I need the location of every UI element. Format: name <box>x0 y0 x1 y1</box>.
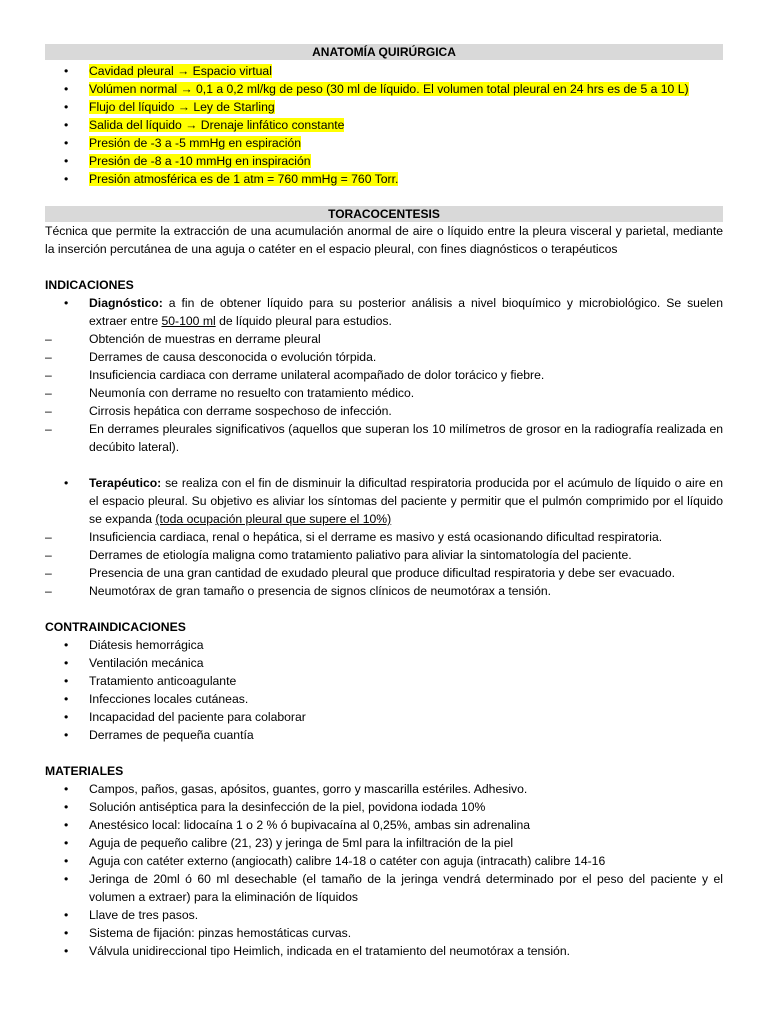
list-item: • Presión de -8 a -10 mmHg en inspiración <box>64 154 311 168</box>
bullet-icon: • <box>64 296 69 310</box>
bullet-icon: • <box>64 476 69 490</box>
bullet-icon: • <box>64 818 69 832</box>
therapeutic-sublist <box>45 528 723 600</box>
list-item: • Ventilación mecánica <box>64 656 204 670</box>
dash-icon: – <box>45 566 52 580</box>
bullet-icon: • <box>64 172 69 186</box>
list-item: • Infecciones locales cutáneas. <box>64 692 249 706</box>
bullet-icon: • <box>64 836 69 850</box>
list-item: • Campos, paños, gasas, apósitos, guantes, gorro y mascarilla estériles. Adhesivo. <box>64 782 528 796</box>
list-item: • Válvula unidireccional tipo Heimlich, indicada en el tratamiento del neumotórax a tensión. <box>64 944 571 958</box>
bullet-icon: • <box>64 674 69 688</box>
list-item: • Jeringa de 20ml ó 60 ml desechable (el tamaño de la jeringa vendrá determinado por el peso del paciente y el volumen a extraer) para la eliminación de líquidos <box>64 872 723 904</box>
bullet-icon: • <box>64 656 69 670</box>
list-item: • Aguja con catéter externo (angiocath) calibre 14-18 o catéter con aguja (intracath) calibre 14-16 <box>64 854 606 868</box>
list-item: – Derrames de causa desconocida o evolución tórpida. <box>45 350 377 364</box>
list-item: – Cirrosis hepática con derrame sospechoso de infección. <box>45 404 392 418</box>
list-item: • Presión atmosférica es de 1 atm = 760 mmHg = 760 Torr. <box>64 172 399 186</box>
bullet-icon: • <box>64 926 69 940</box>
thoracentesis-definition: Técnica que permite la extracción de una acumulación anormal de aire o líquido entre la pleura visceral y parietal, mediante la inserción percutánea de una aguja o catéter en el espacio pleural, con fines diagnósticos o terapéuticos <box>45 224 723 256</box>
dash-icon: – <box>45 350 52 364</box>
bullet-icon: • <box>64 82 69 96</box>
list-item: • Aguja de pequeño calibre (21, 23) y jeringa de 5ml para la infiltración de la piel <box>64 836 514 850</box>
bullet-icon: • <box>64 136 69 150</box>
thoracentesis-title: TORACOCENTESIS <box>45 206 723 222</box>
dash-icon: – <box>45 368 52 382</box>
materials-heading: MATERIALES <box>45 764 124 778</box>
bullet-icon: • <box>64 64 69 78</box>
diagnostic-label: Diagnóstico: <box>89 296 163 310</box>
list-item: • Volúmen normal → 0,1 a 0,2 ml/kg de peso (30 ml de líquido. El volumen total pleural en 24 hrs es de 5 a 10 L) <box>64 82 689 96</box>
materials-list <box>45 780 723 960</box>
list-item: • Anestésico local: lidocaína 1 o 2 % ó bupivacaína al 0,25%, ambas sin adrenalina <box>64 818 531 832</box>
list-item: – Presencia de una gran cantidad de exudado pleural que produce dificultad respiratoria y debe ser evacuado. <box>45 566 676 580</box>
therapeutic-list <box>45 474 723 528</box>
list-item: • Incapacidad del paciente para colaborar <box>64 710 306 724</box>
therapeutic-label: Terapéutico: <box>89 476 162 490</box>
list-item: • Sistema de fijación: pinzas hemostáticas curvas. <box>64 926 352 940</box>
dash-icon: – <box>45 584 52 598</box>
dash-icon: – <box>45 548 52 562</box>
document-page <box>45 44 723 960</box>
indications-heading: INDICACIONES <box>45 278 134 292</box>
dash-icon: – <box>45 332 52 346</box>
bullet-icon: • <box>64 800 69 814</box>
list-item: – Neumonía con derrame no resuelto con tratamiento médico. <box>45 386 415 400</box>
list-item: • Salida del líquido → Drenaje linfático constante <box>64 118 345 132</box>
list-item: • Diátesis hemorrágica <box>64 638 204 652</box>
diagnostic-volume: 50-100 ml <box>161 314 216 328</box>
dash-icon: – <box>45 386 52 400</box>
bullet-icon: • <box>64 154 69 168</box>
anatomy-list <box>45 62 723 188</box>
list-item: – Insuficiencia cardiaca, renal o hepática, si el derrame es masivo y está ocasionando dificultad respiratoria. <box>45 530 663 544</box>
bullet-icon: • <box>64 782 69 796</box>
list-item: • Solución antiséptica para la desinfección de la piel, povidona iodada 10% <box>64 800 486 814</box>
therapeutic-item: • Terapéutico: se realiza con el fin de disminuir la dificultad respiratoria producida por el acúmulo de líquido o aire en el espacio pleural. Su objetivo es aliviar los síntomas del paciente y permitir que el pulmón comprimido por el líquido se expanda (toda ocupación pleural que supere el 10%) <box>64 476 723 526</box>
list-item: – En derrames pleurales significativos (aquellos que superan los 10 milímetros de grosor en la radiografía realizada en decúbito lateral). <box>45 422 723 454</box>
contraindications-heading: CONTRAINDICACIONES <box>45 620 186 634</box>
bullet-icon: • <box>64 118 69 132</box>
bullet-icon: • <box>64 908 69 922</box>
list-item: • Cavidad pleural → Espacio virtual <box>64 64 272 78</box>
list-item: • Derrames de pequeña cuantía <box>64 728 254 742</box>
therapeutic-threshold: (toda ocupación pleural que supere el 10%) <box>155 512 392 526</box>
list-item: • Tratamiento anticoagulante <box>64 674 237 688</box>
dash-icon: – <box>45 404 52 418</box>
list-item: • Flujo del líquido → Ley de Starling <box>64 100 275 114</box>
bullet-icon: • <box>64 638 69 652</box>
bullet-icon: • <box>64 854 69 868</box>
bullet-icon: • <box>64 872 69 886</box>
dash-icon: – <box>45 422 52 436</box>
bullet-icon: • <box>64 944 69 958</box>
bullet-icon: • <box>64 100 69 114</box>
list-item: • Presión de -3 a -5 mmHg en espiración <box>64 136 302 150</box>
list-item: – Derrames de etiología maligna como tratamiento paliativo para aliviar la sintomatología del paciente. <box>45 548 632 562</box>
indications-list <box>45 294 723 330</box>
dash-icon: – <box>45 530 52 544</box>
anatomy-title: ANATOMÍA QUIRÚRGICA <box>45 44 723 60</box>
bullet-icon: • <box>64 710 69 724</box>
bullet-icon: • <box>64 692 69 706</box>
list-item: – Obtención de muestras en derrame pleural <box>45 332 321 346</box>
contraindications-list <box>45 636 723 744</box>
list-item: – Neumotórax de gran tamaño o presencia de signos clínicos de neumotórax a tensión. <box>45 584 552 598</box>
diagnostic-sublist <box>45 330 723 456</box>
list-item: • Llave de tres pasos. <box>64 908 199 922</box>
diagnostic-item: • Diagnóstico: a fin de obtener líquido para su posterior análisis a nivel bioquímico y microbiológico. Se suelen extraer entre 50-100 ml de líquido pleural para estudios. <box>64 296 723 328</box>
list-item: – Insuficiencia cardiaca con derrame unilateral acompañado de dolor torácico y fiebre. <box>45 368 545 382</box>
bullet-icon: • <box>64 728 69 742</box>
